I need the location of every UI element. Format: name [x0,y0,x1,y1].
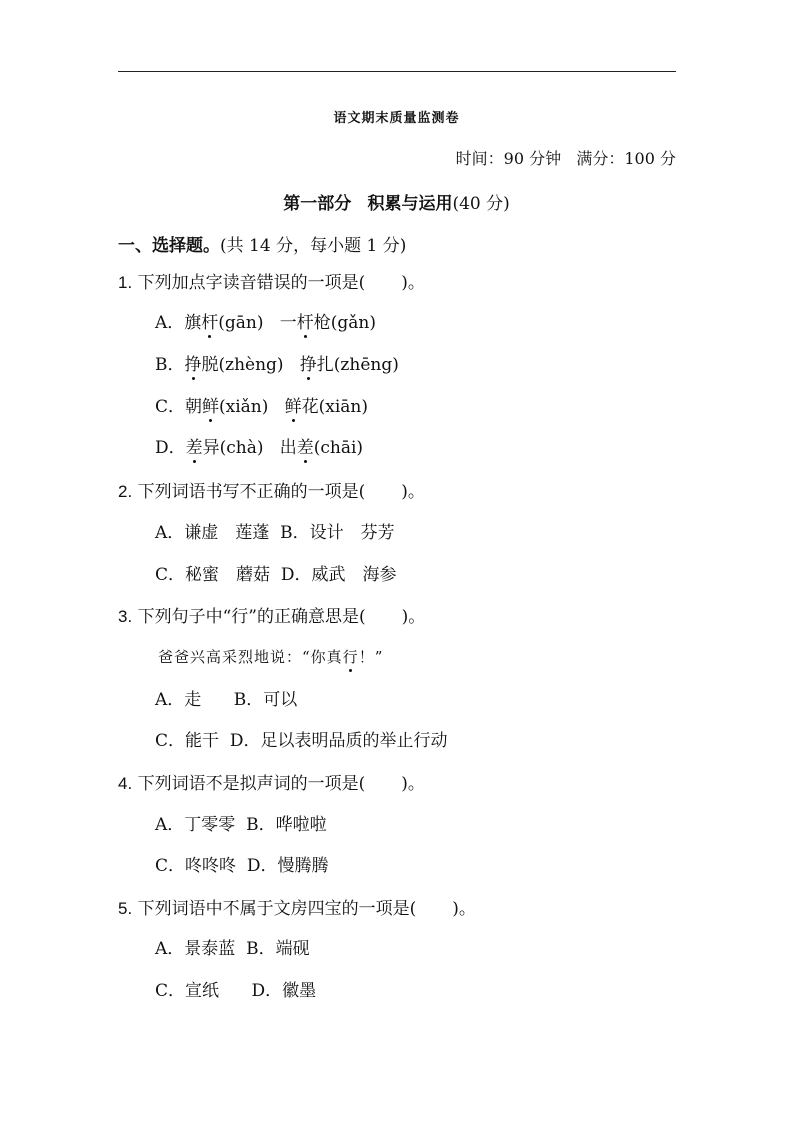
part-name: 第一部分 [283,194,352,214]
emphasis-dot-char: 鲜 [284,397,302,417]
emphasis-dot-char: 挣 [299,355,317,375]
question-3-options-row-2: C．能干 D．足以表明品质的举止行动 [155,731,448,751]
section-note: (共 14 分，每小题 1 分) [220,236,407,256]
question-number: 2. [118,482,133,501]
question-number: 3. [118,607,133,626]
question-2-options-row-2: C．秘蜜 蘑菇 D．威武 海参 [155,565,397,585]
part-title: 积累与运用 [367,194,453,214]
question-number: 1. [118,273,133,292]
page-title: 语文期末质量监测卷 [333,111,460,126]
question-1-stem: 1. 下列加点字读音错误的一项是( )。 [118,273,425,293]
emphasis-dot-char: 差 [296,438,314,458]
time-label: 时间：90 分钟 [455,149,562,168]
part-heading [0,189,793,214]
exam-meta [456,146,676,169]
question-1-option-b: B．挣脱(zhèng) 挣扎(zhēng) [155,355,399,375]
question-3-quote: 爸爸兴高采烈地说：“你真行！” [158,648,384,666]
question-number: 4. [118,774,133,793]
question-4-stem: 4. 下列词语不是拟声词的一项是( )。 [118,774,425,794]
question-1-option-d: D．差异(chà) 出差(chāi) [155,438,364,458]
question-4-options-row-2: C．咚咚咚 D．慢腾腾 [155,856,329,876]
emphasis-dot-char: 差 [185,438,203,458]
section-heading [118,231,406,256]
question-1-option-c: C．朝鲜(xiǎn) 鲜花(xiān) [155,397,368,417]
question-1-option-a: A．旗杆(gān) 一杆枪(gǎn) [155,313,376,333]
question-2-stem: 2. 下列词语书写不正确的一项是( )。 [118,482,425,502]
question-number: 5. [118,899,133,918]
question-3-options-row-1: A．走 B．可以 [155,690,298,710]
emphasis-dot-char: 行 [342,648,359,666]
score-label: 满分：100 分 [576,149,676,168]
part-score: (40 分) [452,194,510,214]
question-5-options-row-1: A．景泰蓝 B．端砚 [155,939,310,959]
question-5-stem: 5. 下列词语中不属于文房四宝的一项是( )。 [118,899,476,919]
emphasis-dot-char: 杆 [296,313,314,333]
emphasis-dot-char: 挣 [184,355,202,375]
question-4-options-row-1: A．丁零零 B．哗啦啦 [155,815,327,835]
question-3-stem: 3. 下列句子中“行”的正确意思是( )。 [118,607,426,627]
section-title: 一、选择题。 [118,236,220,256]
emphasis-dot-char: 杆 [201,313,219,333]
question-2-options-row-1: A．谦虚 莲蓬 B．设计 芬芳 [155,523,395,543]
question-5-options-row-2: C．宣纸 D．徽墨 [155,981,317,1001]
header-rule [118,71,676,72]
emphasis-dot-char: 鲜 [202,397,220,417]
